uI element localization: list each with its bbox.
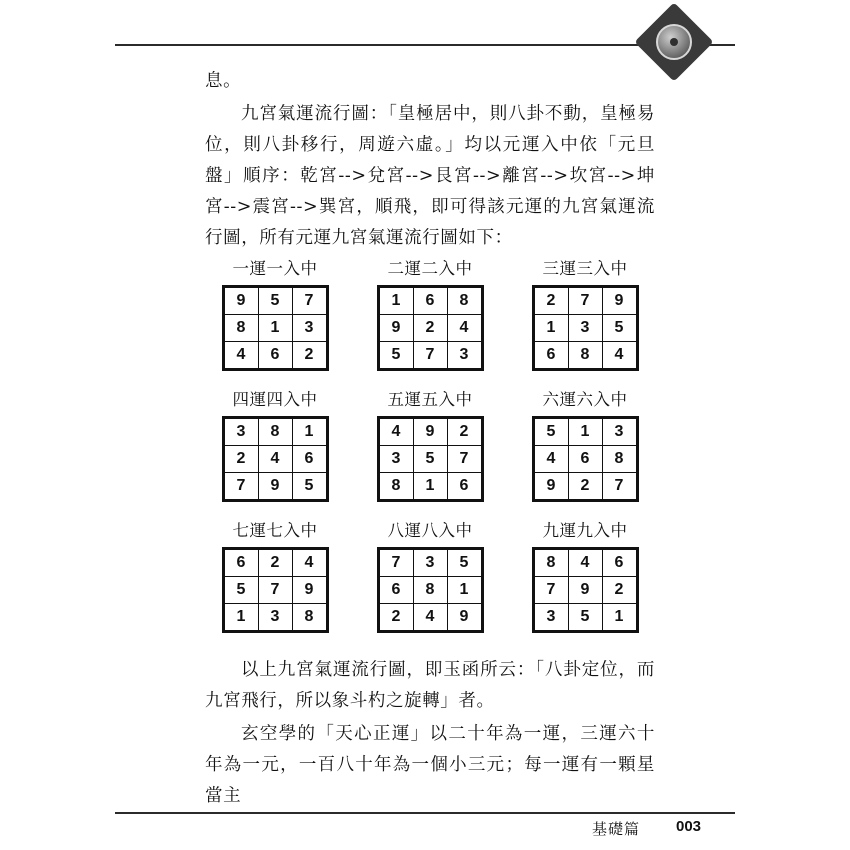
table-row: [378, 604, 482, 632]
closing-text: [205, 655, 655, 814]
cell: 9: [223, 287, 258, 315]
cell: 6: [223, 549, 258, 577]
cell: 4: [292, 549, 327, 577]
magic-square-caption: 四運四入中: [232, 390, 318, 409]
cell: 4: [223, 342, 258, 370]
cell: 9: [533, 473, 568, 501]
magic-square-table: [222, 416, 329, 502]
cell: 8: [568, 342, 602, 370]
table-row: [223, 549, 327, 577]
cell: 7: [568, 287, 602, 315]
magic-square-table: [532, 547, 639, 633]
cell: 4: [378, 418, 413, 446]
cell: 4: [413, 604, 447, 632]
cell: 6: [378, 577, 413, 604]
cell: 8: [533, 549, 568, 577]
magic-square-row: [205, 520, 655, 633]
magic-square-caption: 三運三入中: [542, 259, 628, 278]
cell: 7: [378, 549, 413, 577]
cell: 4: [568, 549, 602, 577]
table-row: [533, 549, 637, 577]
table-row: [223, 287, 327, 315]
table-row: [223, 446, 327, 473]
cell: 6: [447, 473, 482, 501]
cell: 3: [533, 604, 568, 632]
cell: 2: [602, 577, 637, 604]
magic-square-block: [360, 389, 500, 502]
cell: 7: [602, 473, 637, 501]
cell: 8: [447, 287, 482, 315]
cell: 2: [292, 342, 327, 370]
cell: 5: [533, 418, 568, 446]
cell: 1: [378, 287, 413, 315]
table-row: [223, 473, 327, 501]
cell: 2: [378, 604, 413, 632]
cell: 2: [413, 315, 447, 342]
magic-square-block: [360, 520, 500, 633]
cell: 6: [258, 342, 292, 370]
table-row: [378, 287, 482, 315]
magic-square-caption: 九運九入中: [542, 521, 628, 540]
cell: 3: [447, 342, 482, 370]
table-row: [223, 342, 327, 370]
cell: 8: [378, 473, 413, 501]
magic-square-table: [377, 547, 484, 633]
cell: 4: [447, 315, 482, 342]
paragraph-intro: 息。: [205, 71, 242, 91]
table-row: [378, 446, 482, 473]
magic-square-row: [205, 389, 655, 502]
cell: 3: [258, 604, 292, 632]
magic-square-block: [360, 258, 500, 371]
cell: 1: [413, 473, 447, 501]
cell: 1: [602, 604, 637, 632]
table-row: [378, 342, 482, 370]
magic-square-block: [205, 258, 345, 371]
cell: 6: [413, 287, 447, 315]
table-row: [533, 315, 637, 342]
cell: 7: [258, 577, 292, 604]
table-row: [378, 473, 482, 501]
cell: 2: [533, 287, 568, 315]
magic-square-caption: 六運六入中: [542, 390, 628, 409]
cell: 8: [292, 604, 327, 632]
magic-square-caption: 七運七入中: [232, 521, 318, 540]
page-number: 003: [676, 818, 702, 835]
emblem-center-dot: [670, 38, 678, 46]
paragraph-main: 九宮氣運流行圖：「皇極居中，則八卦不動，皇極易位，則八卦移行，周遊六虛。」均以元運入中依「元旦盤」順序：乾宮-->兌宮-->艮宮-->離宮-->坎宮-->坤宮-->震宮-->巽宮，順飛，即可得該元運的九宮氣運流行圖，所有元運九宮氣運流行圖如下：: [205, 104, 655, 248]
table-row: [533, 604, 637, 632]
cell: 5: [292, 473, 327, 501]
cell: 5: [223, 577, 258, 604]
cell: 5: [413, 446, 447, 473]
cell: 6: [602, 549, 637, 577]
magic-square-caption: 八運八入中: [387, 521, 473, 540]
magic-square-block: [515, 258, 655, 371]
cell: 1: [292, 418, 327, 446]
table-row: [533, 446, 637, 473]
cell: 7: [413, 342, 447, 370]
magic-square-row: [205, 258, 655, 371]
magic-square-block: [205, 520, 345, 633]
cell: 8: [258, 418, 292, 446]
cell: 6: [292, 446, 327, 473]
cell: 2: [447, 418, 482, 446]
table-row: [533, 418, 637, 446]
magic-square-block: [515, 389, 655, 502]
table-row: [223, 577, 327, 604]
table-row: [378, 418, 482, 446]
cell: 7: [447, 446, 482, 473]
magic-square-table: [532, 416, 639, 502]
magic-square-section: [205, 258, 655, 651]
cell: 5: [258, 287, 292, 315]
cell: 3: [223, 418, 258, 446]
cell: 1: [447, 577, 482, 604]
table-row: [223, 418, 327, 446]
paragraph-closing-1: 以上九宮氣運流行圖，即玉函所云：「八卦定位，而九宮飛行，所以象斗杓之旋轉」者。: [205, 660, 655, 711]
cell: 1: [568, 418, 602, 446]
cell: 5: [447, 549, 482, 577]
table-row: [378, 315, 482, 342]
magic-square-table: [222, 547, 329, 633]
cell: 9: [292, 577, 327, 604]
cell: 5: [602, 315, 637, 342]
magic-square-block: [515, 520, 655, 633]
table-row: [533, 473, 637, 501]
magic-square-block: [205, 389, 345, 502]
magic-square-caption: 五運五入中: [387, 390, 473, 409]
cell: 4: [258, 446, 292, 473]
cell: 9: [413, 418, 447, 446]
footer-divider: [115, 812, 735, 814]
cell: 3: [292, 315, 327, 342]
cell: 5: [568, 604, 602, 632]
cell: 9: [258, 473, 292, 501]
table-row: [378, 577, 482, 604]
magic-square-caption: 二運二入中: [387, 259, 473, 278]
cell: 2: [258, 549, 292, 577]
magic-square-table: [377, 285, 484, 371]
cell: 7: [223, 473, 258, 501]
cell: 9: [568, 577, 602, 604]
table-row: [533, 577, 637, 604]
cell: 9: [378, 315, 413, 342]
cell: 2: [223, 446, 258, 473]
table-row: [533, 342, 637, 370]
cell: 7: [533, 577, 568, 604]
cell: 4: [602, 342, 637, 370]
cell: 3: [602, 418, 637, 446]
cell: 6: [568, 446, 602, 473]
paragraph-closing-2: 玄空學的「天心正運」以二十年為一運，三運六十年為一元，一百八十年為一個小三元；每一運有一顆星當主: [205, 724, 655, 806]
cell: 5: [378, 342, 413, 370]
cell: 3: [413, 549, 447, 577]
cell: 1: [258, 315, 292, 342]
table-row: [223, 604, 327, 632]
body-text: [205, 66, 655, 256]
magic-square-table: [377, 416, 484, 502]
cell: 1: [533, 315, 568, 342]
cell: 2: [568, 473, 602, 501]
table-row: [378, 549, 482, 577]
cell: 8: [413, 577, 447, 604]
cell: 9: [447, 604, 482, 632]
cell: 8: [223, 315, 258, 342]
magic-square-table: [222, 285, 329, 371]
cell: 7: [292, 287, 327, 315]
cell: 8: [602, 446, 637, 473]
cell: 3: [378, 446, 413, 473]
footer-section-label: 基礎篇: [592, 820, 641, 838]
table-row: [223, 315, 327, 342]
cell: 6: [533, 342, 568, 370]
cell: 4: [533, 446, 568, 473]
cell: 3: [568, 315, 602, 342]
cell: 9: [602, 287, 637, 315]
magic-square-table: [532, 285, 639, 371]
magic-square-caption: 一運一入中: [232, 259, 318, 278]
table-row: [533, 287, 637, 315]
cell: 1: [223, 604, 258, 632]
